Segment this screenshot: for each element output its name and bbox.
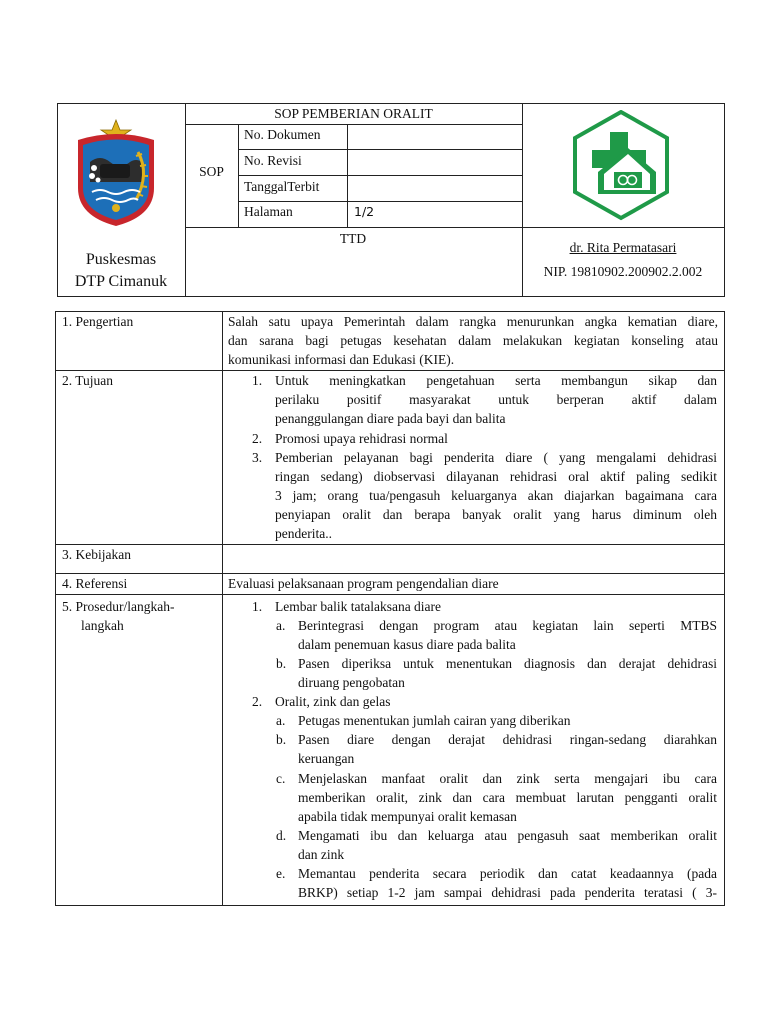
prosedur-2c-line-3: apabila tidak mempunyai oralit kemasan — [298, 809, 517, 824]
section-label-prosedur: 5. Prosedur/langkah- — [62, 599, 175, 614]
tujuan-item-3-line-4: penyiapan oralit dan berapa banyak oralit yang harus diminum oleh — [275, 507, 717, 522]
prosedur-1a-line-1: Berintegrasi dengan program atau kegiatan lain seperti MTBS — [298, 618, 717, 633]
prosedur-1a-letter: a. — [276, 618, 286, 633]
prosedur-item-1-text: Lembar balik tatalaksana diare — [275, 599, 442, 614]
org-name-line1: Puskesmas — [85, 251, 157, 268]
tujuan-item-1-line-2: perilaku positif masyarakat untuk berperan aktif dalam — [275, 392, 717, 407]
puskesmas-logo — [570, 110, 672, 222]
pengertian-line-1: Salah satu upaya Pemerintah dalam rangka menurunkan angka kematian diare, — [228, 314, 718, 329]
prosedur-2b-letter: b. — [276, 732, 287, 747]
prosedur-1b-letter: b. — [276, 656, 287, 671]
prosedur-2c-line-1: Menjelaskan manfaat oralit dan zink serta mengajari ibu cara — [298, 771, 717, 786]
ttd-label: TTD — [339, 231, 367, 246]
prosedur-2a-line-1: Petugas menentukan jumlah cairan yang diberikan — [298, 713, 571, 728]
field-label-halaman: Halaman — [244, 204, 293, 219]
prosedur-2e-line-1: Memantau penderita secara periodik dan catat keadaannya (pada — [298, 866, 717, 881]
tujuan-item-1-number: 1. — [252, 373, 263, 388]
section-label-referensi: 4. Referensi — [62, 576, 128, 591]
pengertian-line-2: dan sarana bagi petugas kesehatan dalam melakukan kegiatan konseling atau — [228, 333, 718, 348]
section-label-prosedur-cont: langkah — [81, 618, 124, 633]
prosedur-1b-line-1: Pasen diperiksa untuk menentukan diagnosis dan derajat dehidrasi — [298, 656, 717, 671]
tujuan-item-3-line-2: ringan sedang) diobservasi dilayanan rehidrasi oral aktif paling sedikit — [275, 469, 717, 484]
prosedur-2c-letter: c. — [276, 771, 286, 786]
tujuan-item-3-line-3: 3 jam; orang tua/pengasuh keluarganya akan diajarkan bagaimana cara — [275, 488, 717, 503]
sop-label: SOP — [199, 164, 224, 179]
prosedur-item-2-text: Oralit, zink dan gelas — [275, 694, 391, 709]
prosedur-2e-letter: e. — [276, 866, 286, 881]
pengertian-line-3: komunikasi informasi dan Edukasi (KIE). — [228, 352, 455, 367]
sop-title: SOP PEMBERIAN ORALIT — [274, 106, 433, 121]
prosedur-1b-line-2: diruang pengobatan — [298, 675, 405, 690]
field-value-halaman: 1/2 — [354, 204, 375, 219]
field-label-no-dokumen: No. Dokumen — [244, 127, 321, 142]
field-label-tanggal-terbit: TanggalTerbit — [244, 179, 320, 194]
coat-of-arms-logo — [70, 118, 162, 230]
tujuan-item-3-number: 3. — [252, 450, 263, 465]
referensi-text: Evaluasi pelaksanaan program pengendalian diare — [228, 576, 499, 591]
prosedur-item-1-number: 1. — [252, 599, 263, 614]
prosedur-1a-line-2: dalam penemuan kasus diare pada balita — [298, 637, 516, 652]
section-label-tujuan: 2. Tujuan — [62, 373, 114, 388]
tujuan-item-2-number: 2. — [252, 431, 263, 446]
signer-name: dr. Rita Permatasari — [569, 240, 677, 255]
tujuan-item-3-line-5: penderita.. — [275, 526, 332, 541]
signer-nip: NIP. 19810902.200902.2.002 — [543, 264, 703, 279]
section-label-kebijakan: 3. Kebijakan — [62, 547, 131, 562]
prosedur-2e-line-2: BRKP) setiap 1-2 jam sampai dehidrasi pada penderita teratasi ( 3- — [298, 885, 717, 900]
prosedur-2d-line-1: Mengamati ibu dan keluarga atau pengasuh saat memberikan oralit — [298, 828, 717, 843]
tujuan-item-1-line-3: penanggulangan diare pada bayi dan balita — [275, 411, 506, 426]
tujuan-item-2-line-1: Promosi upaya rehidrasi normal — [275, 431, 448, 446]
field-label-no-revisi: No. Revisi — [244, 153, 302, 168]
tujuan-item-1-line-1: Untuk meningkatkan pengetahuan serta membangun sikap dan — [275, 373, 717, 388]
tujuan-item-3-line-1: Pemberian pelayanan bagi penderita diare ( yang mengalami dehidrasi — [275, 450, 717, 465]
prosedur-2a-letter: a. — [276, 713, 286, 728]
prosedur-2d-line-2: dan zink — [298, 847, 345, 862]
prosedur-2b-line-1: Pasen diare dengan derajat dehidrasi ringan-sedang diarahkan — [298, 732, 717, 747]
prosedur-2c-line-2: memberikan oralit, zink dan cara membuat larutan pengganti oralit — [298, 790, 717, 805]
org-name-line2: DTP Cimanuk — [74, 273, 168, 290]
prosedur-item-2-number: 2. — [252, 694, 263, 709]
prosedur-2d-letter: d. — [276, 828, 287, 843]
prosedur-2b-line-2: keruangan — [298, 751, 355, 766]
section-label-pengertian: 1. Pengertian — [62, 314, 134, 329]
